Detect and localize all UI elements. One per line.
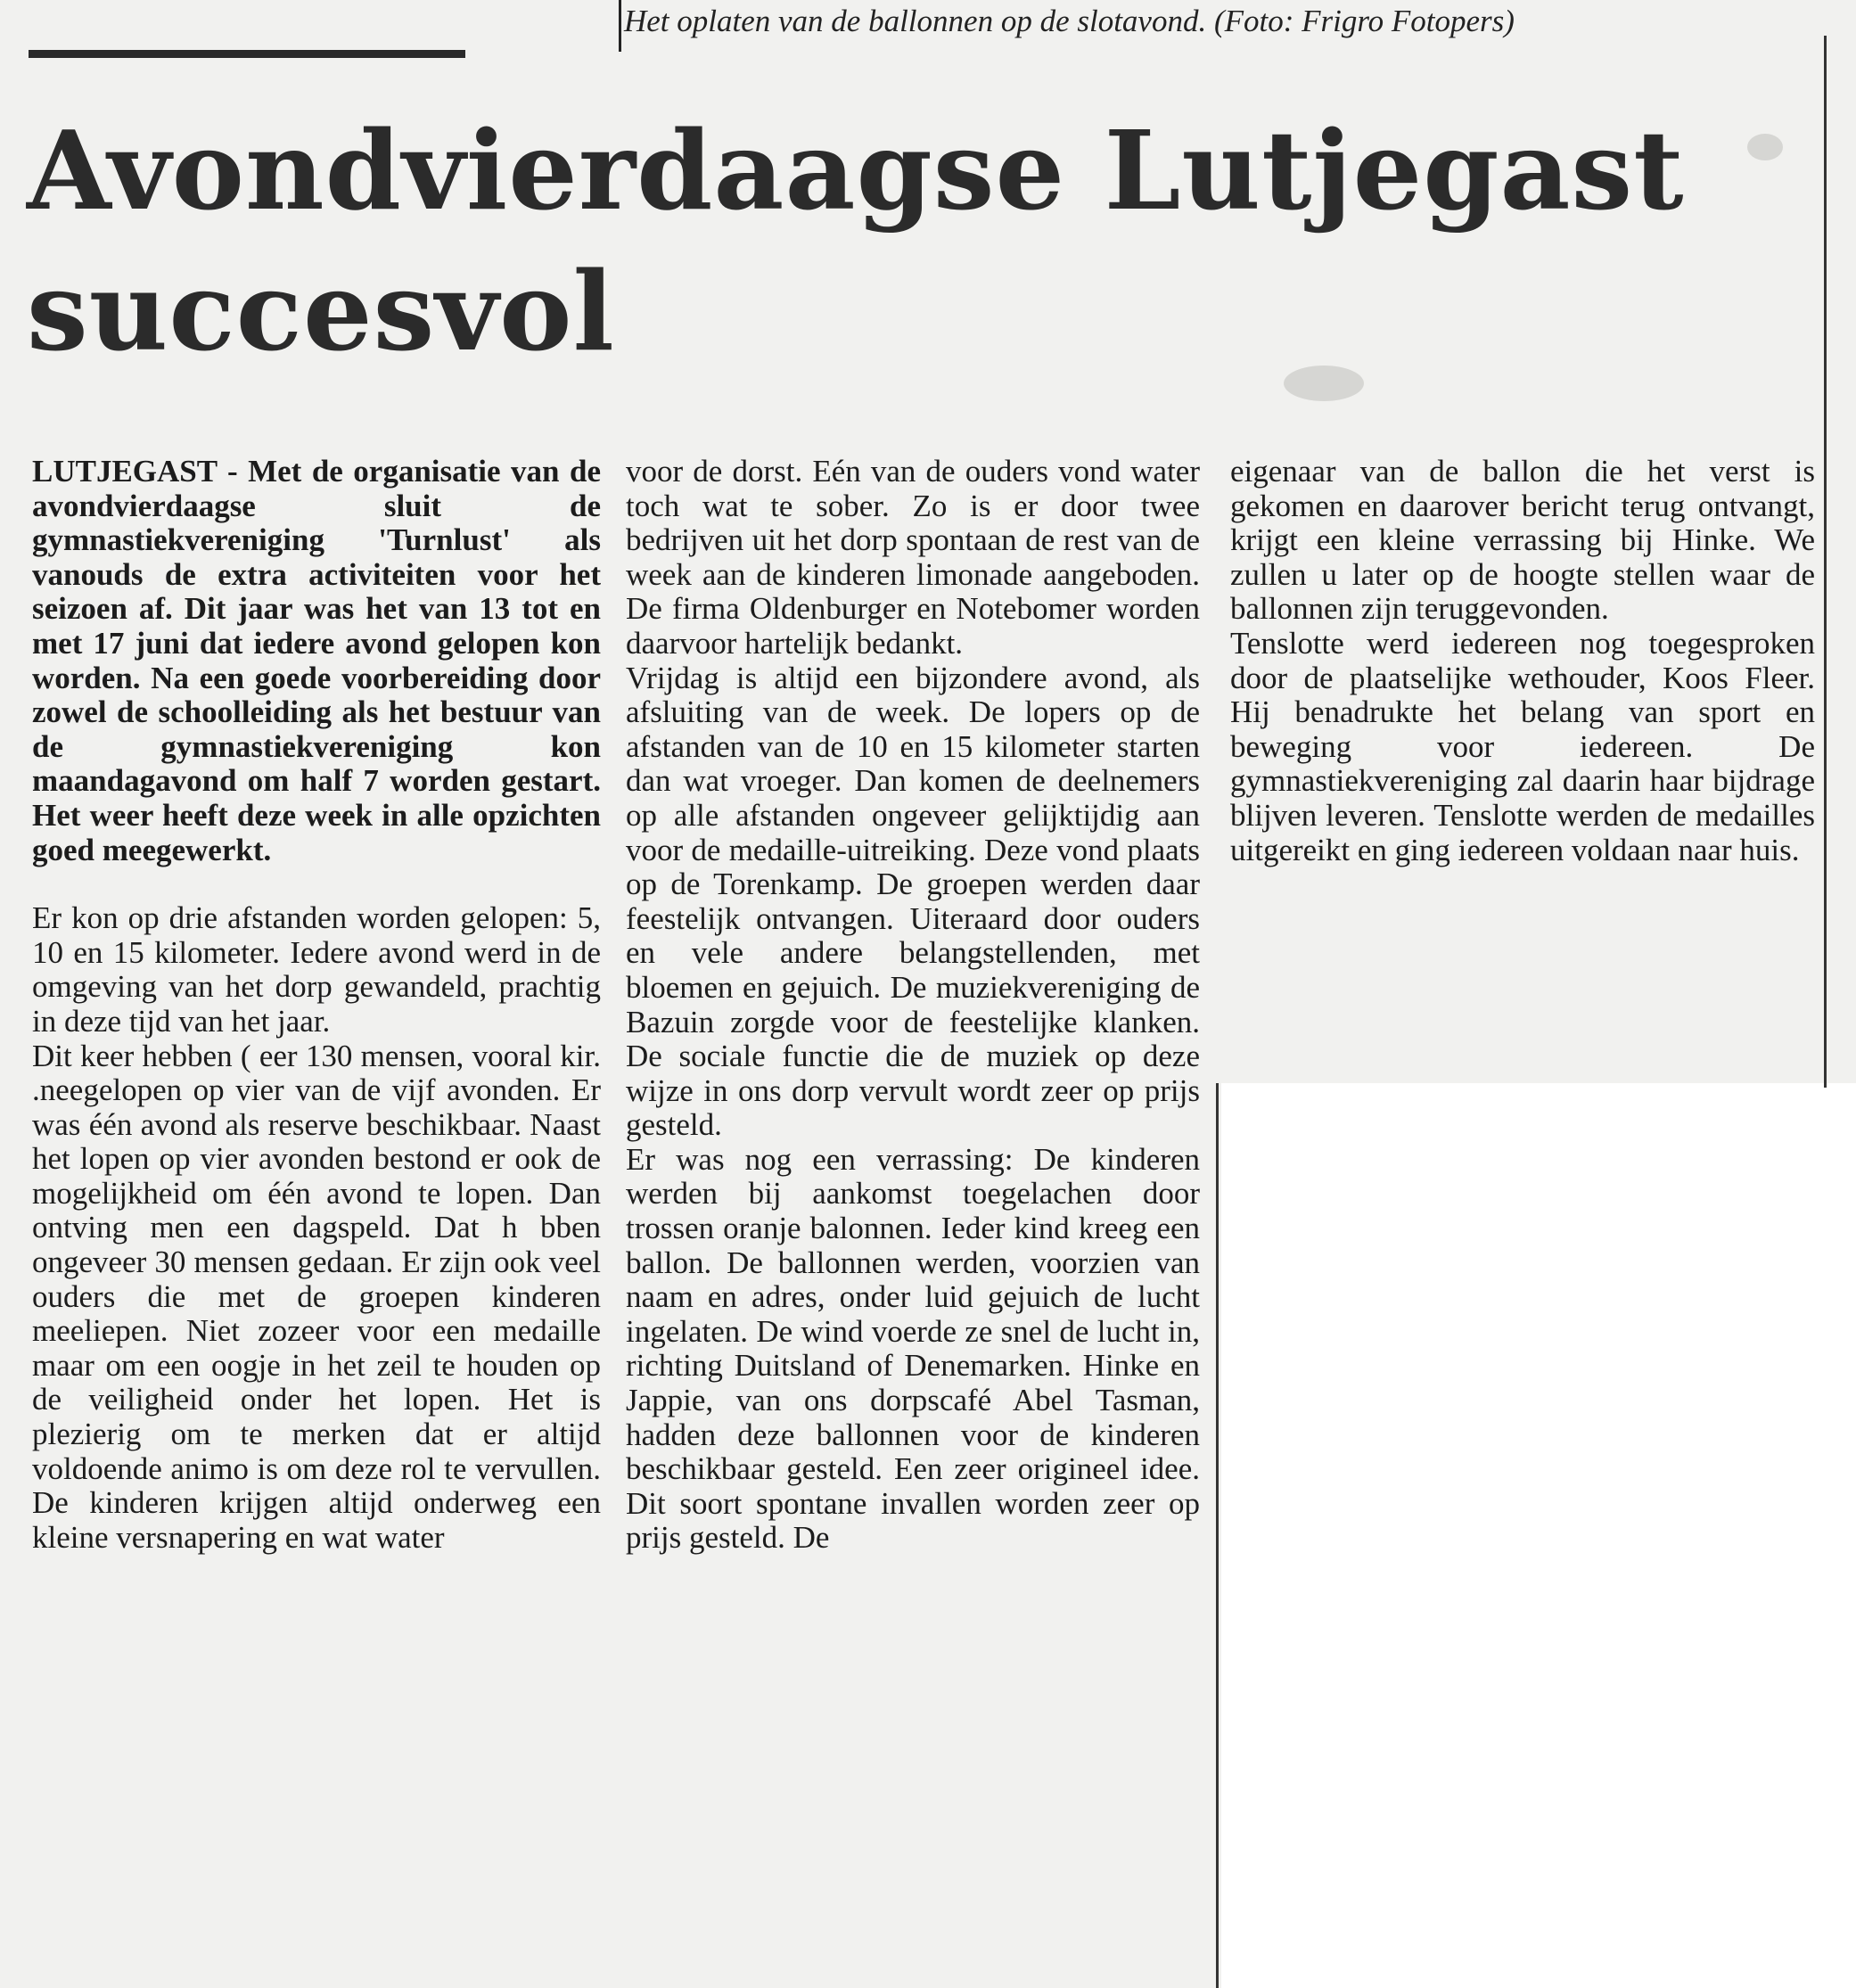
- headline-line-2: succesvol: [27, 247, 615, 375]
- body-paragraph: voor de dorst. Eén van de ouders vond water toch wat te sober. Zo is er door twee bedrijven uit het dorp spontaan de rest van de week aan de kinderen limonade aangeboden. De firma Oldenburger en Notebomer worden daarvoor hartelijk bedankt.: [626, 454, 1200, 661]
- lead-paragraph: LUTJEGAST - Met de organisatie van de avondvierdaagse sluit de gymnastiekvereniging 'Turnlust' als vanouds de extra activiteiten voor het seizoen af. Dit jaar was het van 13 tot en met 17 juni dat iedere avond gelopen kon worden. Na een goede voorbereiding door zowel de schoolleiding als het bestuur van de gymnastiekvereniging kon maandagavond om half 7 worden gestart. Het weer heeft deze week in alle opzichten goed meegewerkt.: [32, 454, 601, 867]
- photo-caption: Het oplaten van de ballonnen op de slotavond. (Foto: Frigro Fotopers): [624, 4, 1515, 38]
- paper-stain: [1284, 366, 1364, 401]
- paper-stain: [1747, 134, 1783, 160]
- body-paragraph: eigenaar van de ballon die het verst is gekomen en daarover bericht terug ontvangt, krijgt een kleine verrassing bij Hinke. We zullen u later op de hoogte stellen waar de ballonnen zijn teruggevonden.: [1230, 454, 1815, 627]
- clipping-edge: [1216, 1083, 1219, 1988]
- caption-divider: [619, 0, 621, 52]
- article-column-3: [1230, 455, 1815, 867]
- article-column-2: [626, 455, 1200, 1556]
- body-paragraph: Tenslotte werd iedereen nog toegesproken door de plaatselijke wethouder, Koos Fleer. Hij benadrukte het belang van sport en beweging voor iedereen. De gymnastiekvereniging zal daarin haar bijdrage blijven leveren. Tenslotte werden de medailles uitgereikt en ging iedereen voldaan naar huis.: [1230, 625, 1815, 867]
- headline: [27, 100, 1810, 382]
- body-paragraph: Er kon op drie afstanden worden gelopen: 5, 10 en 15 kilometer. Iedere avond werd in de omgeving van het dorp gewandeld, prachtig in deze tijd van het jaar.: [32, 900, 601, 1039]
- right-column-rule: [1824, 36, 1827, 1088]
- body-paragraph: Er was nog een verrassing: De kinderen werden bij aankomst toegelachen door trossen oranje balonnen. Ieder kind kreeg een ballon. De ballonnen werden, voorzien van naam en adres, onder luid gejuich de lucht ingelaten. De wind voerde ze snel de lucht in, richting Duitsland of Denemarken. Hinke en Jappie, van ons dorpscafé Abel Tasman, hadden deze ballonnen voor de kinderen beschikbaar gesteld. Een zeer origineel idee. Dit soort spontane invallen worden zeer op prijs gesteld. De: [626, 1141, 1200, 1556]
- headline-rule: [29, 50, 465, 58]
- body-paragraph: Dit keer hebben ( eer 130 mensen, vooral kir. .neegelopen op vier van de vijf avonden. Er was één avond als reserve beschikbaar. Naast het lopen op vier avonden bestond er ook de mogelijkheid om één avond te lopen. Dan ontving men een dagspeld. Dat h bben ongeveer 30 mensen gedaan. Er zijn ook veel ouders die met de groepen kinderen meeliepen. Niet zozeer voor een medaille maar om een oogje in het zeil te houden op de veiligheid onder het lopen. Het is plezierig om te merken dat er altijd voldoende animo is om deze rol te vervullen. De kinderen krijgen altijd onderweg een kleine versnapering en wat water: [32, 1038, 601, 1555]
- headline-line-1: Avondvierdaagse Lutjegast: [27, 106, 1685, 234]
- paragraph-gap: [32, 867, 601, 901]
- body-paragraph: Vrijdag is altijd een bijzondere avond, als afsluiting van de week. De lopers op de afstanden van de 10 en 15 kilometer starten dan wat vroeger. Dan komen de deelnemers op alle afstanden ongeveer gelijktijdig aan voor de medaille-uitreiking. Deze vond plaats op de Torenkamp. De groepen werden daar feestelijk ontvangen. Uiteraard door ouders en vele andere belangstellenden, met bloemen en gejuich. De muziekvereniging de Bazuin zorgde voor de feestelijke klanken. De sociale functie die de muziek op deze wijze in ons dorp vervult wordt zeer op prijs gesteld.: [626, 660, 1200, 1143]
- article-column-1: [32, 455, 601, 1555]
